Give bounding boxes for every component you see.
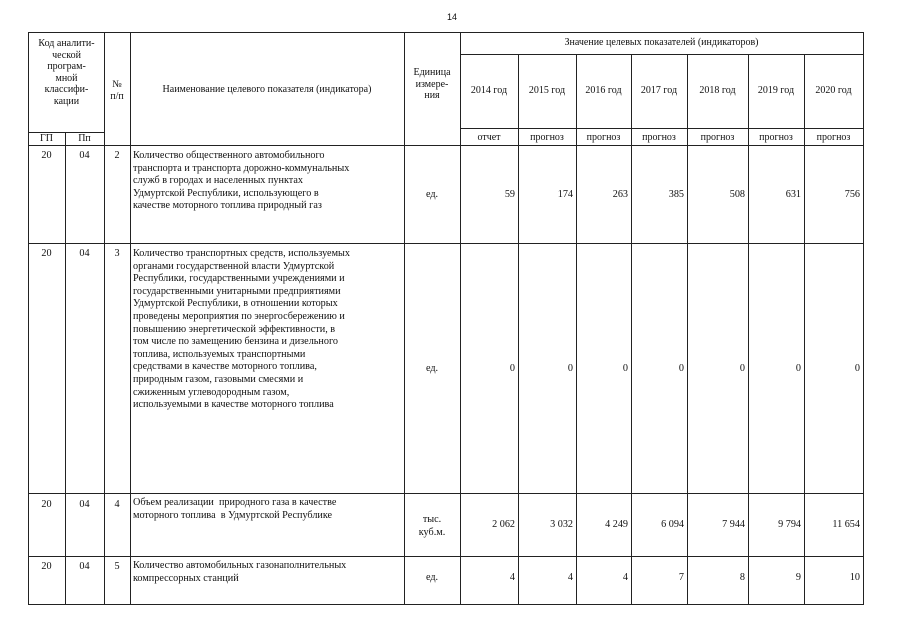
row-value-2016: 4 xyxy=(622,572,628,583)
row-rule xyxy=(28,493,864,494)
table-border-left xyxy=(28,32,29,604)
col-divider xyxy=(65,132,66,604)
row-value-2017: 0 xyxy=(678,363,684,374)
header-pp: Пп xyxy=(78,133,91,144)
header-bottom-rule xyxy=(28,145,864,146)
row-value-2014: 59 xyxy=(504,189,515,200)
header-code-group: Код аналити- ческой програм- мной классифи- кации xyxy=(38,38,95,107)
row-indicator-name: Объем реализации природного газа в качестве моторного топлива в Удмуртской Республике xyxy=(133,497,337,521)
header-year-2014: 2014 год xyxy=(470,85,508,96)
row-value-2018: 7 944 xyxy=(722,519,745,530)
col-divider xyxy=(104,32,105,604)
row-unit: ед. xyxy=(425,572,439,583)
header-status: отчет xyxy=(477,132,501,143)
row-value-2017: 7 xyxy=(678,572,684,583)
col-divider xyxy=(130,32,131,604)
row-rule xyxy=(28,556,864,557)
row-num: 2 xyxy=(114,150,120,161)
header-year-2015: 2015 год xyxy=(528,85,566,96)
row-value-2019: 631 xyxy=(785,189,801,200)
row-unit: тыс. куб.м. xyxy=(418,514,446,538)
row-value-2015: 0 xyxy=(567,363,573,374)
row-value-2016: 263 xyxy=(612,189,628,200)
row-unit: ед. xyxy=(425,189,439,200)
header-num: № п/п xyxy=(110,79,124,102)
row-value-2020: 0 xyxy=(854,363,860,374)
row-indicator-name: Количество транспортных средств, используемых органами государственной власти Удмуртской Республики, государственными учреждениями и государственными унитарными предприятиями Удмуртской Республики, в отношении которых проведены мероприятия по энергосбережению и повышению энергетической эффективности, в том числе по замещению бензина и дизельного топлива, используемых транспортными средствами в качестве моторного топлива, природным газом, газовыми смесями и сжиженным углеводородным газом, используемыми в качестве моторного топлива xyxy=(133,248,350,411)
row-pp: 04 xyxy=(79,499,90,510)
row-value-2017: 385 xyxy=(668,189,684,200)
header-values-title: Значение целевых показателей (индикаторов) xyxy=(564,37,759,48)
row-indicator-name: Количество общественного автомобильного транспорта и транспорта дорожно-коммунальных служб в городах и населенных пунктах Удмуртской Республики, использующего в качестве моторного топлива природный газ xyxy=(133,150,350,212)
header-year-2017: 2017 год xyxy=(640,85,678,96)
row-value-2015: 3 032 xyxy=(550,519,573,530)
row-value-2015: 4 xyxy=(567,572,573,583)
table-border-right xyxy=(863,32,864,604)
row-gp: 20 xyxy=(41,499,52,510)
row-value-2014: 4 xyxy=(509,572,515,583)
row-value-2019: 9 xyxy=(795,572,801,583)
row-pp: 04 xyxy=(79,561,90,572)
row-num: 4 xyxy=(114,499,120,510)
header-unit: Единица измере- ния xyxy=(413,67,451,102)
row-value-2015: 174 xyxy=(557,189,573,200)
row-value-2014: 2 062 xyxy=(492,519,515,530)
row-value-2016: 0 xyxy=(622,363,628,374)
page-number: 14 xyxy=(447,12,458,22)
header-gp: ГП xyxy=(39,133,53,144)
header-status: прогноз xyxy=(816,132,851,143)
table-border-bottom xyxy=(28,604,864,605)
row-rule xyxy=(28,243,864,244)
row-num: 5 xyxy=(114,561,120,572)
row-value-2020: 10 xyxy=(849,572,860,583)
header-status: прогноз xyxy=(759,132,793,143)
row-unit: ед. xyxy=(425,363,439,374)
row-gp: 20 xyxy=(41,248,52,259)
header-year-2019: 2019 год xyxy=(757,85,795,96)
row-value-2020: 756 xyxy=(844,189,860,200)
header-year-2020: 2020 год xyxy=(815,85,852,96)
table-border-top xyxy=(28,32,864,33)
row-pp: 04 xyxy=(79,150,90,161)
row-value-2017: 6 094 xyxy=(661,519,684,530)
header-year-2018: 2018 год xyxy=(699,85,736,96)
row-num: 3 xyxy=(114,248,120,259)
row-value-2016: 4 249 xyxy=(605,519,628,530)
header-status: прогноз xyxy=(700,132,735,143)
row-value-2018: 8 xyxy=(739,572,745,583)
row-value-2014: 0 xyxy=(509,363,515,374)
header-status: прогноз xyxy=(586,132,621,143)
row-value-2019: 9 794 xyxy=(778,519,801,530)
row-value-2018: 508 xyxy=(729,189,745,200)
row-value-2019: 0 xyxy=(795,363,801,374)
row-value-2020: 11 654 xyxy=(832,519,860,530)
row-value-2018: 0 xyxy=(739,363,745,374)
header-status: прогноз xyxy=(642,132,676,143)
header-status: прогноз xyxy=(530,132,564,143)
row-pp: 04 xyxy=(79,248,90,259)
header-year-2016: 2016 год xyxy=(585,85,622,96)
row-gp: 20 xyxy=(41,150,52,161)
row-gp: 20 xyxy=(41,561,52,572)
header-name: Наименование целевого показателя (индикатора) xyxy=(162,84,372,95)
row-indicator-name: Количество автомобильных газонаполнительных компрессорных станций xyxy=(133,560,347,584)
